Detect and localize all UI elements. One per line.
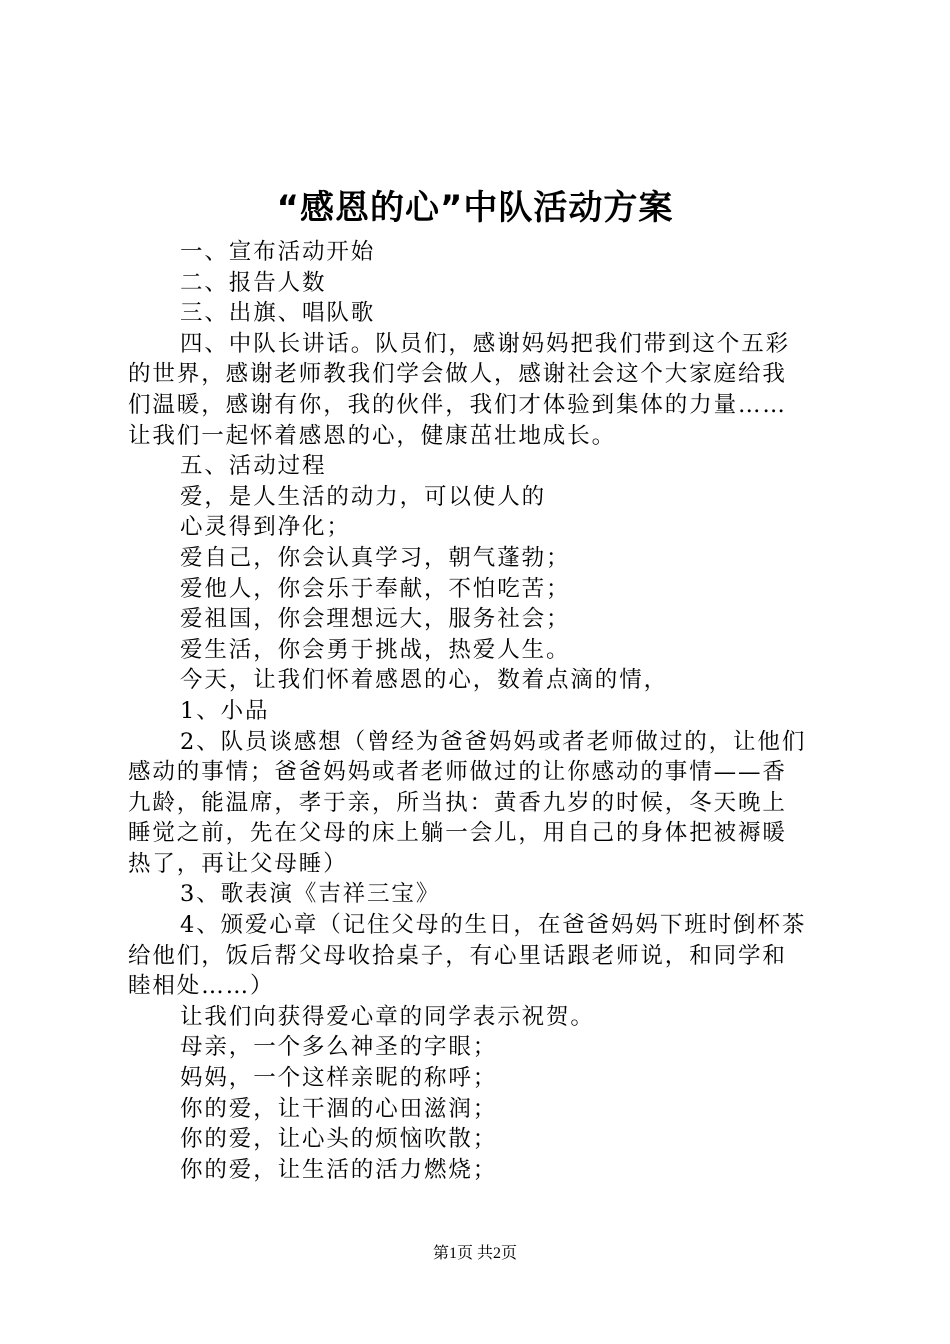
body-line: 今天，让我们怀着感恩的心，数着点滴的情，: [180, 667, 669, 694]
body-line: 2、队员谈感想（曾经为爸爸妈妈或者老师做过的，让他们: [180, 728, 807, 755]
body-line: 爱自己，你会认真学习，朝气蓬勃；: [180, 544, 571, 571]
body-line: 爱生活，你会勇于挑战，热爱人生。: [180, 636, 571, 663]
body-line: 你的爱，让心头的烦恼吹散；: [180, 1126, 498, 1153]
body-line: 1、小品: [180, 697, 270, 724]
body-line: 让我们一起怀着感恩的心，健康茁壮地成长。: [128, 422, 617, 449]
body-line: 4、颁爱心章（记住父母的生日，在爸爸妈妈下班时倒杯茶: [180, 912, 807, 939]
document-title: “感恩的心”中队活动方案: [276, 188, 674, 228]
body-line: 的世界，感谢老师教我们学会做人，感谢社会这个大家庭给我: [128, 361, 787, 388]
body-line: 给他们，饭后帮父母收拾桌子，有心里话跟老师说，和同学和: [128, 942, 787, 969]
body-line: 热了，再让父母睡）: [128, 850, 348, 877]
body-line: 爱祖国，你会理想远大，服务社会；: [180, 606, 571, 633]
body-line: 3、歌表演《吉祥三宝》: [180, 881, 441, 908]
document-body: [128, 237, 828, 1185]
page-footer: 第1页 共2页: [432, 1245, 517, 1262]
body-line: 母亲，一个多么神圣的字眼；: [180, 1034, 498, 1061]
body-line: 妈妈，一个这样亲昵的称呼；: [180, 1065, 498, 1092]
body-line: 爱他人，你会乐于奉献，不怕吃苦；: [180, 575, 571, 602]
body-line: 爱，是人生活的动力，可以使人的: [180, 483, 547, 510]
body-line: 你的爱，让干涸的心田滋润；: [180, 1095, 498, 1122]
body-line: 让我们向获得爱心章的同学表示祝贺。: [180, 1003, 595, 1030]
body-line: 九龄，能温席，孝于亲，所当执：黄香九岁的时候，冬天晚上: [128, 789, 787, 816]
body-line: 睦相处……）: [128, 973, 275, 1000]
body-line: 们温暖，感谢有你，我的伙伴，我们才体验到集体的力量……: [128, 391, 787, 418]
body-line: 二、报告人数: [180, 269, 327, 296]
body-line: 三、出旗、唱队歌: [180, 300, 376, 327]
body-line: 五、活动过程: [180, 453, 327, 480]
body-line: 你的爱，让生活的活力燃烧；: [180, 1156, 498, 1183]
body-line: 睡觉之前，先在父母的床上躺一会儿，用自己的身体把被褥暖: [128, 820, 787, 847]
body-line: 心灵得到净化；: [180, 514, 351, 541]
body-line: 一、宣布活动开始: [180, 239, 376, 265]
body-line: 四、中队长讲话。队员们，感谢妈妈把我们带到这个五彩: [180, 330, 791, 357]
body-line: 感动的事情；爸爸妈妈或者老师做过的让你感动的事情——香: [128, 759, 787, 786]
